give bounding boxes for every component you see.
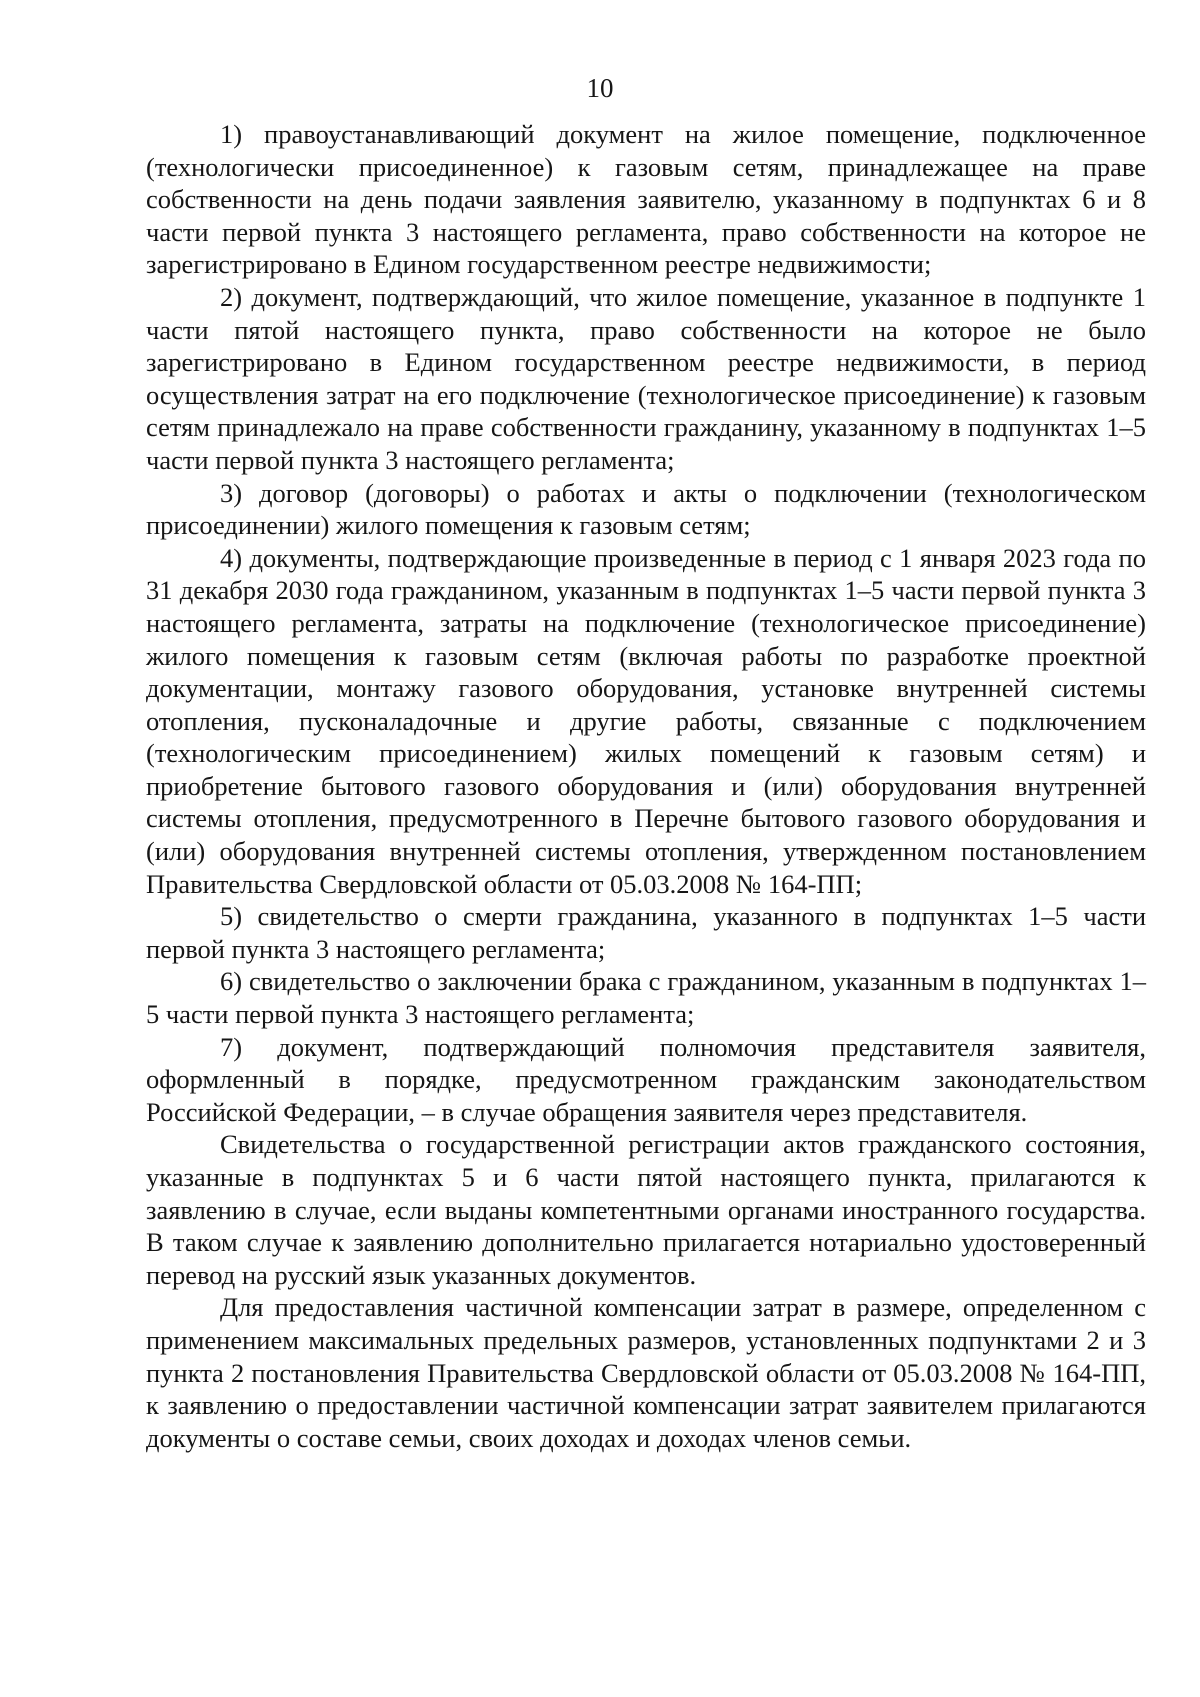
paragraph-item-4: 4) документы, подтверждающие произведенные в период с 1 января 2023 года по 31 декабря 2030 года гражданином, указанным в подпунктах 1–5 части первой пункта 3 настоящего регламента, затраты на подключение (технологическое присоединение) жилого помещения к газовым сетям (включая работы по разработке проектной документации, монтажу газового оборудования, установке внутренней системы отопления, пусконаладочные и другие работы, связанные с подключением (технологическим присоединением) жилых помещений к газовым сетям) и приобретение бытового газового оборудования и (или) оборудования внутренней системы отопления, предусмотренного в Перечне бытового газового оборудования и (или) оборудования внутренней системы отопления, утвержденном постановлением Правительства Свердловской области от 05.03.2008 № 164-ПП; bbox=[146, 542, 1146, 899]
page-number: 10 bbox=[586, 73, 614, 103]
paragraph-item-2: 2) документ, подтверждающий, что жилое помещение, указанное в подпункте 1 части пятой настоящего пункта, право собственности на которое не было зарегистрировано в Едином государственном реестре недвижимости, в период осуществления затрат на его подключение (технологическое присоединение) к газовым сетям принадлежало на праве собственности гражданину, указанному в подпунктах 1–5 части первой пункта 3 настоящего регламента; bbox=[146, 281, 1146, 475]
paragraph-item-5: 5) свидетельство о смерти гражданина, указанного в подпунктах 1–5 части первой пункта 3 настоящего регламента; bbox=[146, 901, 1146, 964]
paragraph-item-6: 6) свидетельство о заключении брака с гражданином, указанным в подпунктах 1–5 части первой пункта 3 настоящего регламента; bbox=[146, 966, 1146, 1030]
paragraph-certificates-note: Свидетельства о государственной регистрации актов гражданского состояния, указанные в подпунктах 5 и 6 части пятой настоящего пункта, прилагаются к заявлению в случае, если выданы компетентными органами иностранного государства. В таком случае к заявлению дополнительно прилагается нотариально удостоверенный перевод на русский язык указанных документов. bbox=[146, 1129, 1146, 1290]
paragraph-item-3: 3) договор (договоры) о работах и акты о подключении (технологическом присоединении) жилого помещения к газовым сетям; bbox=[146, 477, 1146, 541]
paragraph-item-7: 7) документ, подтверждающий полномочия представителя заявителя, оформленный в порядке, предусмотренном гражданским законодательством Российской Федерации, – в случае обращения заявителя через представителя. bbox=[146, 1031, 1146, 1127]
document-body bbox=[146, 118, 1146, 1454]
paragraph-item-1: 1) правоустанавливающий документ на жилое помещение, подключенное (технологически присоединенное) к газовым сетям, принадлежащее на праве собственности на день подачи заявления заявителю, указанному в подпунктах 6 и 8 части первой пункта 3 настоящего регламента, право собственности на которое не зарегистрировано в Едином государственном реестре недвижимости; bbox=[146, 119, 1146, 280]
paragraph-compensation-note: Для предоставления частичной компенсации затрат в размере, определенном с применением максимальных предельных размеров, установленных подпунктами 2 и 3 пункта 2 постановления Правительства Свердловской области от 05.03.2008 № 164-ПП, к заявлению о предоставлении частичной компенсации затрат заявителем прилагаются документы о составе семьи, своих доходах и доходах членов семьи. bbox=[146, 1292, 1146, 1453]
